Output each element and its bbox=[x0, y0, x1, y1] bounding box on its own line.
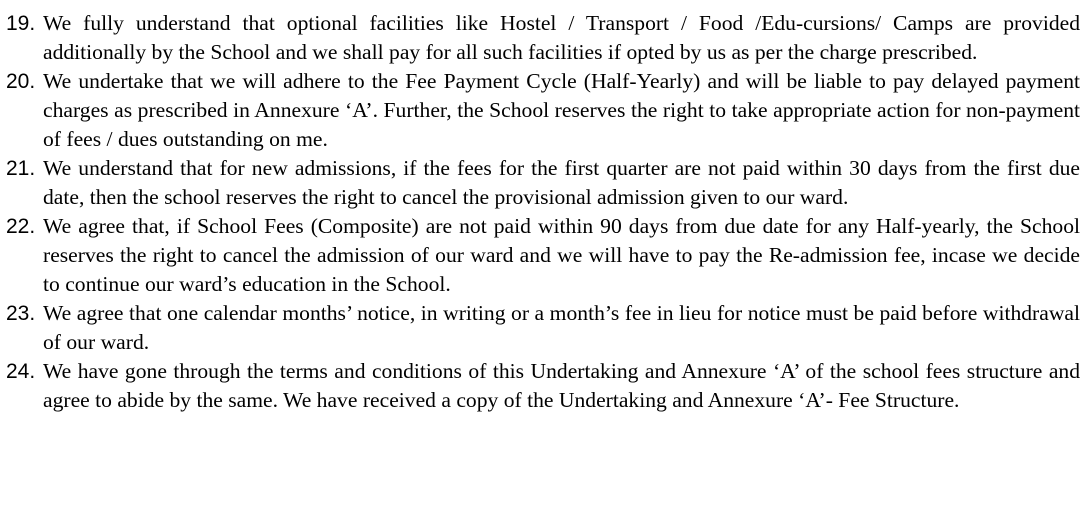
clause-number: 19. bbox=[6, 12, 36, 35]
clause-text: We undertake that we will adhere to the Fee Payment Cycle (Half-Yearly) and will be liable to pay delayed payment charges as prescribed in Annexure ‘A’. Further, the School reserves the right to take appropriate action for non-payment of fees / dues outstanding on me. bbox=[43, 69, 1080, 151]
clause-text: We agree that one calendar months’ notice, in writing or a month’s fee in lieu for notice must be paid before withdrawal of our ward. bbox=[43, 301, 1080, 354]
clause-23 bbox=[6, 299, 1080, 357]
clause-text: We agree that, if School Fees (Composite) are not paid within 90 days from due date for any Half-yearly, the School reserves the right to cancel the admission of our ward and we will have to pay the Re-admission fee, incase we decide to continue our ward’s education in the School. bbox=[43, 214, 1080, 296]
clause-19 bbox=[6, 9, 1080, 67]
clause-text: We fully understand that optional facilities like Hostel / Transport / Food /Edu-cursions/ Camps are provided additionally by the School and we shall pay for all such facilities if opted by us as per the charge prescribed. bbox=[43, 11, 1080, 64]
clause-number: 20. bbox=[6, 70, 36, 93]
clause-text: We have gone through the terms and conditions of this Undertaking and Annexure ‘A’ of the school fees structure and agree to abide by the same. We have received a copy of the Undertaking and Annexure ‘A’- Fee Structure. bbox=[43, 359, 1080, 412]
clause-number: 23. bbox=[6, 302, 36, 325]
clause-number: 21. bbox=[6, 157, 36, 180]
clause-24 bbox=[6, 357, 1080, 415]
clause-number: 24. bbox=[6, 360, 36, 383]
clause-22 bbox=[6, 212, 1080, 299]
undertaking-clauses bbox=[6, 9, 1080, 415]
clause-number: 22. bbox=[6, 215, 36, 238]
clause-21 bbox=[6, 154, 1080, 212]
clause-text: We understand that for new admissions, if the fees for the first quarter are not paid within 30 days from the first due date, then the school reserves the right to cancel the provisional admission given to our ward. bbox=[43, 156, 1080, 209]
clause-20 bbox=[6, 67, 1080, 154]
